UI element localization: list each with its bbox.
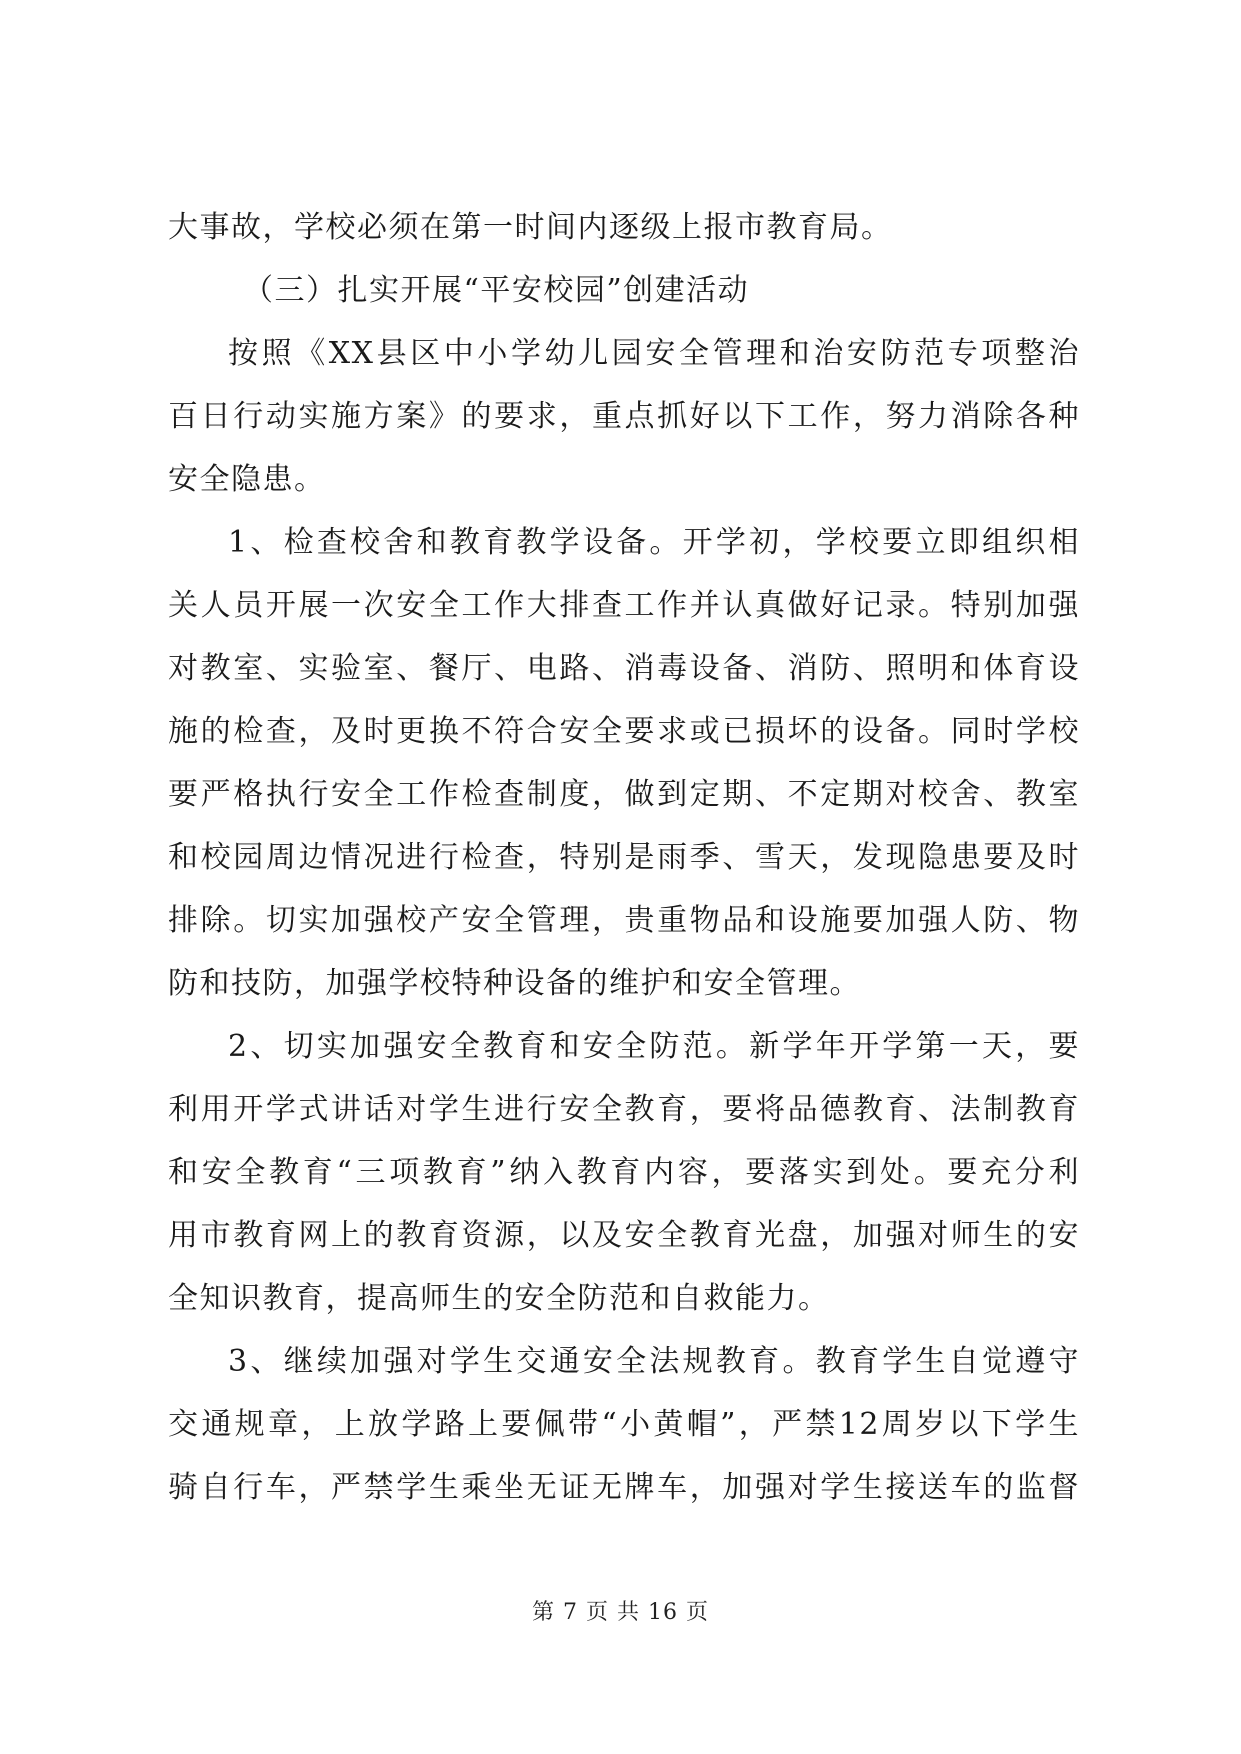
text-line: 按照《XX县区中小学幼儿园安全管理和治安防范专项整治 [228, 336, 1080, 371]
section-heading: （三）扎实开展“平安校园”创建活动 [243, 273, 750, 308]
text-line: 1、检查校舍和教育教学设备。开学初，学校要立即组织相 [228, 525, 1080, 560]
text-line: 和校园周边情况进行检查，特别是雨季、雪天，发现隐患要及时 [168, 840, 1080, 875]
text-line: 大事故，学校必须在第一时间内逐级上报市教育局。 [168, 210, 893, 245]
text-line: 用市教育网上的教育资源，以及安全教育光盘，加强对师生的安 [168, 1218, 1080, 1253]
text-line: 安全隐患。 [168, 462, 326, 497]
text-line: 对教室、实验室、餐厅、电路、消毒设备、消防、照明和体育设 [168, 651, 1080, 686]
text-line: 骑自行车，严禁学生乘坐无证无牌车，加强对学生接送车的监督 [168, 1470, 1080, 1505]
text-line: 施的检查，及时更换不符合安全要求或已损坏的设备。同时学校 [168, 714, 1080, 749]
text-line: 交通规章，上放学路上要佩带“小黄帽”，严禁12周岁以下学生 [168, 1407, 1080, 1442]
text-line: 排除。切实加强校产安全管理，贵重物品和设施要加强人防、物 [168, 903, 1080, 938]
text-line: 2、切实加强安全教育和安全防范。新学年开学第一天，要 [228, 1029, 1080, 1064]
text-line: 百日行动实施方案》的要求，重点抓好以下工作，努力消除各种 [168, 399, 1080, 434]
text-line: 关人员开展一次安全工作大排查工作并认真做好记录。特别加强 [168, 588, 1080, 623]
text-line: 和安全教育“三项教育”纳入教育内容，要落实到处。要充分利 [168, 1155, 1080, 1190]
page-number-footer: 第 7 页 共 16 页 [532, 1600, 709, 1625]
text-line: 要严格执行安全工作检查制度，做到定期、不定期对校舍、教室 [168, 777, 1080, 812]
text-line: 利用开学式讲话对学生进行安全教育，要将品德教育、法制教育 [168, 1092, 1080, 1127]
text-line: 全知识教育，提高师生的安全防范和自救能力。 [168, 1281, 830, 1316]
document-body [168, 196, 1080, 1519]
text-line: 防和技防，加强学校特种设备的维护和安全管理。 [168, 966, 861, 1001]
text-line: 3、继续加强对学生交通安全法规教育。教育学生自觉遵守 [228, 1344, 1080, 1379]
